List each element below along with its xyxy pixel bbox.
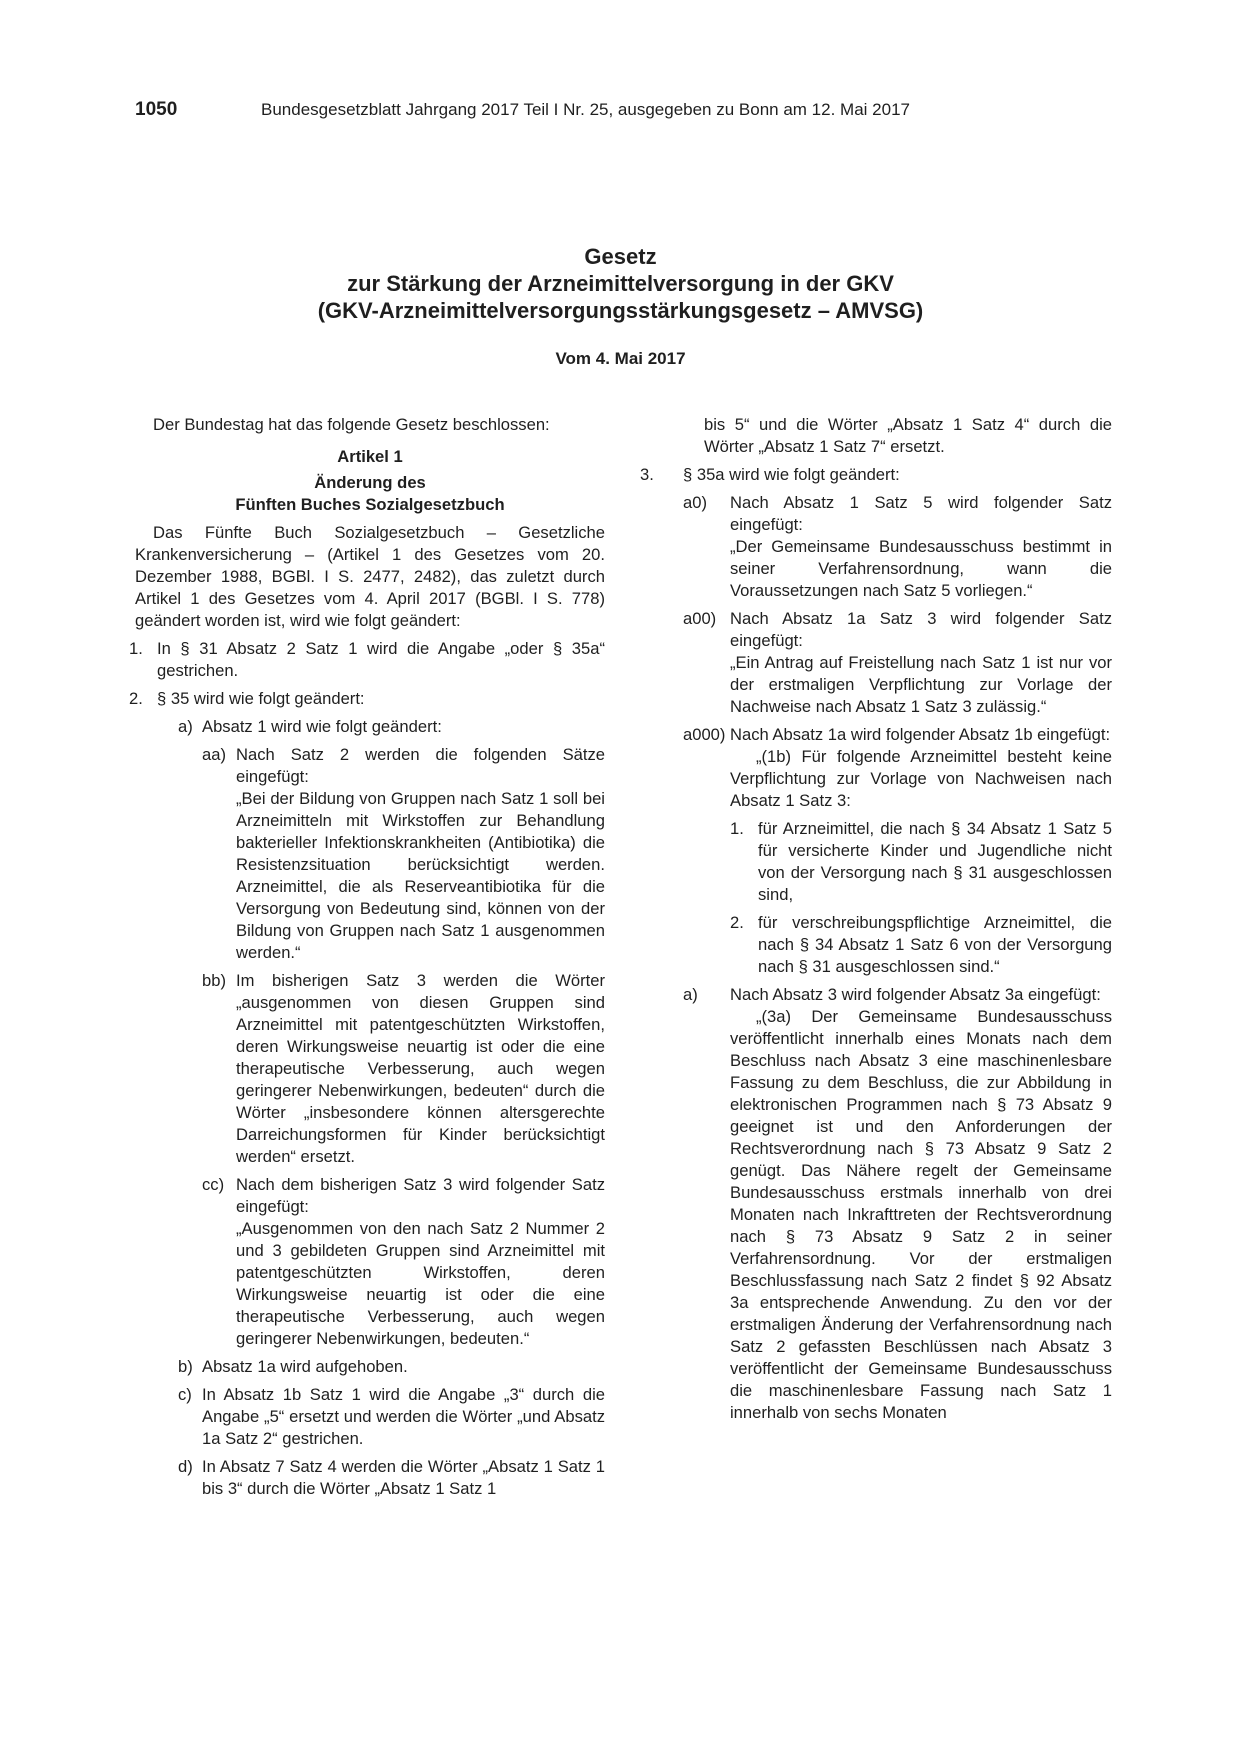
list-item-3-a00 <box>640 608 1112 652</box>
list-item-3-a <box>640 984 1112 1006</box>
item-text: für verschreibungspflichtige Arzneimittel, die nach § 34 Absatz 1 Satz 6 von der Versorgung nach § 31 ausgeschlossen sind.“ <box>758 913 1112 976</box>
item-text: In Absatz 1b Satz 1 wird die Angabe „3“ durch die Angabe „5“ ersetzt und werden die Wörter „und Absatz 1a Satz 2“ gestrichen. <box>202 1385 605 1448</box>
right-column <box>640 414 1112 1424</box>
list-item-2a-aa <box>135 744 605 788</box>
item-label: cc) <box>202 1175 225 1194</box>
quoted-text: „(1b) Für folgende Arzneimittel besteht keine Verpflichtung zur Vorlage von Nachweisen nach Absatz 1 Satz 3: <box>730 747 1112 810</box>
running-title: Bundesgesetzblatt Jahrgang 2017 Teil I Nr. 25, ausgegeben zu Bonn am 12. Mai 2017 <box>261 100 910 119</box>
title-line-1: Gesetz <box>584 244 657 269</box>
item-label: 2. <box>730 913 744 932</box>
item-text: In § 31 Absatz 2 Satz 1 wird die Angabe „oder § 35a“ gestrichen. <box>157 639 605 680</box>
article-subtitle-line-2: Fünften Buches Sozialgesetzbuch <box>235 495 505 514</box>
item-label: c) <box>178 1385 192 1404</box>
item-text: In Absatz 7 Satz 4 werden die Wörter „Absatz 1 Satz 1 bis 3“ durch die Wörter „Absatz 1 Satz 1 <box>202 1457 605 1498</box>
item-text: Nach Absatz 1a Satz 3 wird folgender Satz eingefügt: <box>730 609 1112 650</box>
list-item-3-a000 <box>640 724 1112 746</box>
quoted-text: „Ein Antrag auf Freistellung nach Satz 1 ist nur vor der erstmaligen Verpflichtung zur Vorlage der Nachweise nach Absatz 1 Satz 3 zulässig.“ <box>730 653 1112 716</box>
article-heading: Artikel 1 <box>337 447 403 466</box>
item-label: aa) <box>202 745 226 764</box>
article-subtitle <box>135 472 605 516</box>
item-text: § 35a wird wie folgt geändert: <box>683 465 900 484</box>
item-text: Im bisherigen Satz 3 werden die Wörter „ausgenommen von diesen Gruppen sind Arzneimittel mit patentgeschützten Wirkstoffen, deren Wirkungsweise neuartig ist oder die eine therapeutische Verbesserung, auch wegen geringerer Nebenwirkungen, bedeuten“ durch die Wörter „insbesondere können altersgerechte Darreichungsformen für Kinder berücksichtigt werden“ ersetzt. <box>236 971 605 1166</box>
list-item-1 <box>129 638 605 682</box>
list-item-2a <box>135 716 605 738</box>
list-item-2a-bb <box>135 970 605 1168</box>
item-label: 1. <box>129 639 143 658</box>
list-item-2d <box>135 1456 605 1500</box>
title-line-3: (GKV-Arzneimittelversorgungsstärkungsgesetz – AMVSG) <box>317 298 924 323</box>
quoted-text: „Ausgenommen von den nach Satz 2 Nummer 2 und 3 gebildeten Gruppen sind Arzneimittel mit patentgeschützten Wirkstoffen, deren Wirkungsweise neuartig ist oder die eine therapeutische Verbesserung, auch wegen geringerer Nebenwirkungen, bedeuten.“ <box>236 1219 605 1348</box>
quoted-text: „(3a) Der Gemeinsame Bundesausschuss veröffentlicht innerhalb eines Monats nach dem Beschluss nach Absatz 3 eine maschinenlesbare Fassung zu dem Beschluss, die zur Abbildung in elektronischen Programmen nach § 73 Absatz 9 geeignet ist und den Anforderungen der Rechtsverordnung nach § 73 Absatz 9 Satz 2 genügt. Das Nähere regelt der Gemeinsame Bundesausschuss erstmals innerhalb von drei Monaten nach Inkrafttreten der Rechtsverordnung nach § 73 Absatz 9 Satz 2 in seiner Verfahrensordnung. Vor der erstmaligen Beschlussfassung nach Satz 2 findet § 92 Absatz 3a entsprechende Anwendung. Zu den vor der erstmaligen Änderung der Verfahrensordnung nach Satz 2 gefassten Beschlüssen nach Absatz 3 veröffentlicht der Gemeinsame Bundesausschuss die maschinenlesbare Fassung nach Satz 1 innerhalb von sechs Monaten <box>730 1007 1112 1422</box>
item-label: b) <box>178 1357 193 1376</box>
item-text: Nach Absatz 1 Satz 5 wird folgender Satz eingefügt: <box>730 493 1112 534</box>
list-item-3-a0 <box>640 492 1112 536</box>
quoted-text: „Der Gemeinsame Bundesausschuss bestimmt in seiner Verfahrensordnung, wann die Voraussetzungen nach Satz 5 vorliegen.“ <box>730 537 1112 600</box>
list-item-3 <box>640 464 1112 486</box>
article-intro: Das Fünfte Buch Sozialgesetzbuch – Gesetzliche Krankenversicherung – (Artikel 1 des Gesetzes vom 20. Dezember 1988, BGBl. I S. 2477, 2482), das zuletzt durch Artikel 1 des Gesetzes vom 4. April 2017 (BGBl. I S. 778) geändert worden ist, wird wie folgt geändert: <box>135 523 605 630</box>
item-label: 2. <box>129 689 143 708</box>
law-date: Vom 4. Mai 2017 <box>555 349 686 368</box>
item-text: § 35 wird wie folgt geändert: <box>157 689 365 708</box>
quoted-text: „Bei der Bildung von Gruppen nach Satz 1 soll bei Arzneimitteln mit Wirkstoffen zur Behandlung bakterieller Infektionskrankheiten (Antibiotika) die Resistenzsituation berücksichtigt werden. Arzneimittel, die als Reserveantibiotika für die Versorgung von Bedeutung sind, können von der Bildung von Gruppen nach Satz 1 ausgenommen werden.“ <box>236 789 605 962</box>
item-text: für Arzneimittel, die nach § 34 Absatz 1 Satz 5 für versicherte Kinder und Jugendliche nicht von der Versorgung nach § 31 ausgeschlossen sind, <box>758 819 1112 904</box>
list-item-2a-cc <box>135 1174 605 1218</box>
left-column <box>129 414 605 1500</box>
item-label: bb) <box>202 971 226 990</box>
item-text: Nach Satz 2 werden die folgenden Sätze eingefügt: <box>236 745 605 786</box>
title-line-2: zur Stärkung der Arzneimittelversorgung in der GKV <box>347 271 894 296</box>
item-text: Nach Absatz 3 wird folgender Absatz 3a eingefügt: <box>730 985 1101 1004</box>
item-label: a) <box>178 717 193 736</box>
article-subtitle-line-1: Änderung des <box>314 473 426 492</box>
item-label: d) <box>178 1457 193 1476</box>
list-item-2c <box>135 1384 605 1450</box>
intro-paragraph: Der Bundestag hat das folgende Gesetz beschlossen: <box>153 415 550 434</box>
item-label: a) <box>683 985 698 1004</box>
list-item-2 <box>129 688 605 710</box>
item-text: Nach Absatz 1a wird folgender Absatz 1b eingefügt: <box>730 725 1111 744</box>
item-label: a0) <box>683 493 707 512</box>
item-text: Absatz 1 wird wie folgt geändert: <box>202 717 442 736</box>
law-title <box>0 243 1241 324</box>
continued-text: bis 5“ und die Wörter „Absatz 1 Satz 4“ durch die Wörter „Absatz 1 Satz 7“ ersetzt. <box>704 415 1112 456</box>
item-label: a000) <box>683 725 726 744</box>
list-item-1b-2 <box>640 912 1112 978</box>
list-item-2b <box>135 1356 605 1378</box>
item-label: a00) <box>683 609 717 628</box>
item-label: 1. <box>730 819 744 838</box>
item-label: 3. <box>640 465 654 484</box>
item-text: Absatz 1a wird aufgehoben. <box>202 1357 408 1376</box>
item-text: Nach dem bisherigen Satz 3 wird folgender Satz eingefügt: <box>236 1175 605 1216</box>
list-item-1b-1 <box>640 818 1112 906</box>
page-number: 1050 <box>135 99 178 120</box>
